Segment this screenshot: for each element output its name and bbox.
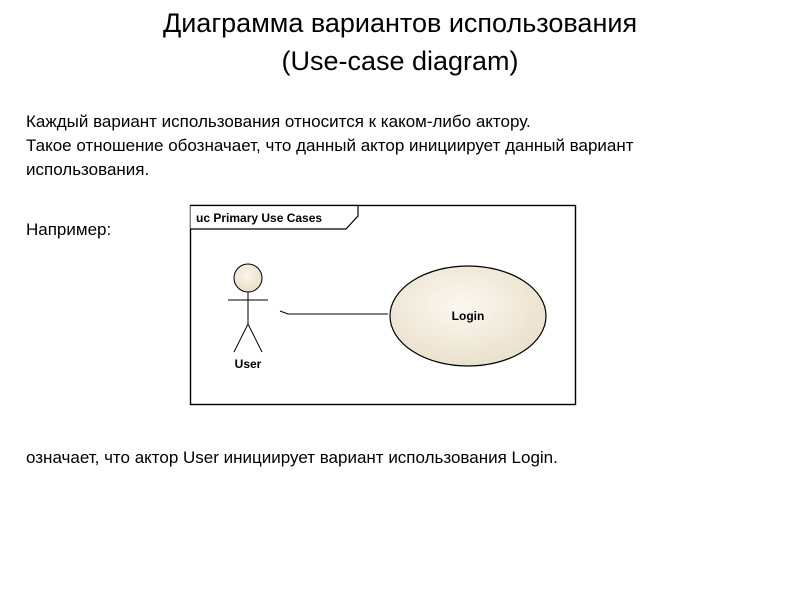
use-case-diagram <box>188 204 578 408</box>
description-line-3: использования. <box>26 160 150 179</box>
description-line-1: Каждый вариант использования относится к каком-либо актору. <box>26 112 531 131</box>
description-line-2: Такое отношение обозначает, что данный актор инициирует данный вариант <box>26 136 634 155</box>
conclusion-text: означает, что актор User инициирует вариант использования Login. <box>26 448 558 467</box>
example-label: Например: <box>26 220 112 239</box>
actor-head <box>234 264 262 292</box>
title-line-2: (Use-case diagram) <box>281 46 519 76</box>
slide-title <box>0 4 800 80</box>
description-text <box>26 110 786 182</box>
title-line-1: Диаграмма вариантов использования <box>162 8 638 38</box>
use-case-name: Login <box>451 309 485 323</box>
actor-name: User <box>234 357 262 371</box>
frame-label: uc Primary Use Cases <box>196 211 323 225</box>
use-case-diagram-svg <box>188 204 578 408</box>
